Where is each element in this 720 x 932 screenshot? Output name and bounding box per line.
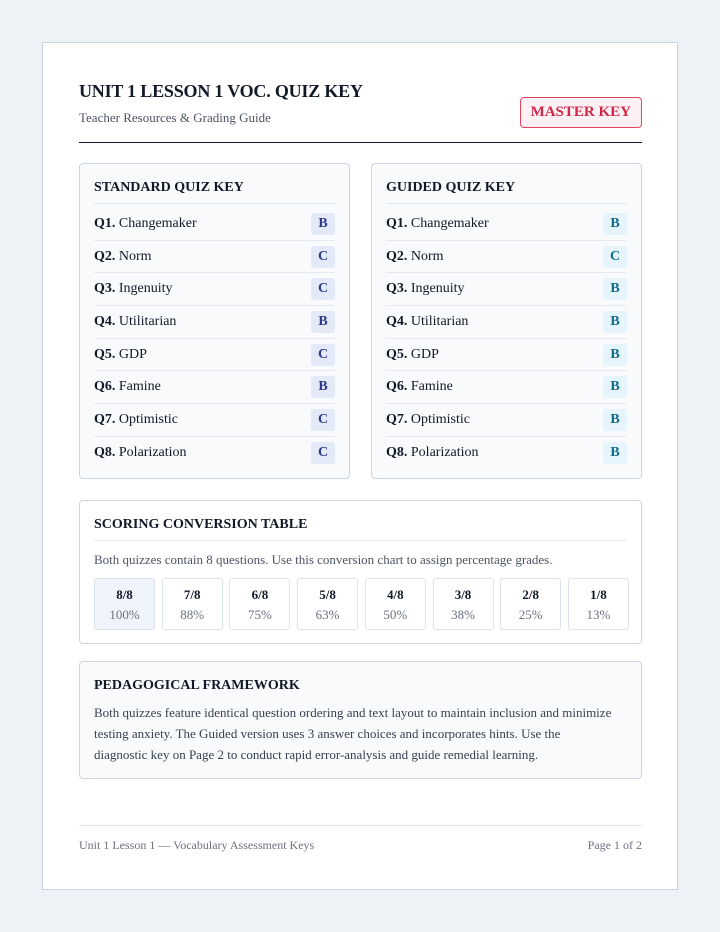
answer-badge: B [311,213,335,235]
question-number: Q5. [94,346,116,362]
answer-badge: C [311,409,335,431]
question-label [94,249,152,265]
question-label [386,281,465,297]
question-label [94,281,173,297]
grade-cell [433,578,494,630]
answer-badge: C [311,246,335,268]
grade-conversion-row [94,578,628,630]
answer-badge: B [311,376,335,398]
answer-badge: C [311,344,335,366]
question-label [386,412,470,428]
answer-badge: B [603,376,627,398]
scoring-table-card [79,500,642,644]
question-number: Q1. [94,216,116,231]
grade-percent: 13% [586,607,611,622]
standard-quiz-key-card [79,163,350,479]
grade-score: 1/8 [590,587,607,602]
guided-quiz-key-card [371,163,642,479]
question-number: Q6. [94,379,116,395]
vocabulary-word: Changemaker [410,216,489,231]
answer-badge: B [603,409,627,431]
grade-percent: 50% [383,607,408,622]
guided-card-title: GUIDED QUIZ KEY [386,180,627,204]
grade-cell [568,578,629,630]
answer-badge: C [603,246,627,268]
scoring-card-title: SCORING CONVERSION TABLE [94,517,627,541]
question-number: Q7. [386,412,408,428]
question-number: Q3. [94,281,116,297]
vocabulary-word: Norm [410,248,444,264]
guided-key-list [386,208,627,470]
key-row [94,241,335,274]
answer-badge: B [603,442,627,464]
question-label [386,249,444,265]
grade-cell [162,578,223,630]
answer-badge: B [311,311,335,333]
pedagogy-body: Both quizzes feature identical question ordering and text layout to maintain inclusion and minimize testing anxiety. The Guided version uses 3 answer choices and incorporates hints. Use the diagnostic key on Page 2 to conduct rapid error-analysis and guide remedial learning. [94,705,612,762]
question-number: Q2. [386,248,408,264]
key-row [94,437,335,470]
grade-percent: 38% [451,607,475,622]
question-number: Q4. [386,314,408,330]
vocabulary-word: Utilitarian [410,314,469,330]
key-row [386,339,627,372]
vocabulary-word: Changemaker [118,216,197,231]
grade-percent: 25% [518,607,543,622]
question-number: Q6. [386,379,408,395]
grade-cell [94,578,155,630]
answer-badge: B [603,344,627,366]
grade-cell [365,578,426,630]
question-number: Q5. [386,346,408,362]
standard-key-list [94,208,335,470]
key-row [94,273,335,306]
vocabulary-word: Polarization [410,444,479,460]
vocabulary-word: Optimistic [410,412,471,428]
key-row [386,371,627,404]
key-row [94,306,335,339]
grade-percent: 100% [109,607,140,622]
question-label [386,216,489,232]
key-row [386,437,627,470]
vocabulary-word: Ingenuity [118,281,173,297]
key-row [94,404,335,437]
question-label [386,347,439,363]
grade-percent: 63% [315,607,340,622]
vocabulary-word: Norm [118,248,152,264]
answer-badge: C [311,278,335,300]
key-row [94,208,335,241]
vocabulary-word: GDP [118,346,147,362]
question-number: Q8. [94,444,116,460]
grade-score: 8/8 [116,587,133,602]
question-label [386,314,468,330]
question-label [94,216,197,232]
master-key-badge: MASTER KEY [520,97,642,128]
key-row [94,371,335,404]
vocabulary-word: Famine [118,379,161,395]
question-number: Q3. [386,281,408,297]
vocabulary-word: Ingenuity [410,281,465,297]
answer-badge: B [603,278,627,300]
question-number: Q7. [94,412,116,428]
question-label [94,347,147,363]
question-label [94,314,176,330]
footer-title: Unit 1 Lesson 1 — Vocabulary Assessment Keys [79,838,315,852]
grade-cell [297,578,358,630]
grade-percent: 88% [180,607,205,622]
page-title: UNIT 1 LESSON 1 VOC. QUIZ KEY [79,81,363,101]
grade-score: 2/8 [522,587,539,602]
grade-percent: 75% [247,607,272,622]
pedagogy-card-title: PEDAGOGICAL FRAMEWORK [94,678,300,693]
page-footer [79,825,642,851]
grade-score: 6/8 [251,587,269,602]
vocabulary-word: GDP [410,346,439,362]
document-page [42,42,678,890]
question-number: Q8. [386,444,408,460]
question-label [386,379,453,395]
vocabulary-word: Utilitarian [118,314,177,330]
question-number: Q2. [94,248,116,264]
question-label [386,445,479,461]
pedagogy-card [79,661,642,779]
answer-badge: C [311,442,335,464]
question-number: Q1. [386,216,408,231]
key-row [386,208,627,241]
grade-score: 5/8 [319,587,336,602]
grade-cell [229,578,290,630]
question-label [94,379,161,395]
grade-score: 7/8 [183,587,201,602]
scoring-description: Both quizzes contain 8 questions. Use this conversion chart to assign percentage grades. [94,552,553,567]
answer-badge: B [603,311,627,333]
key-row [386,273,627,306]
grade-score: 4/8 [386,587,404,602]
key-row [386,404,627,437]
question-label [94,445,187,461]
vocabulary-word: Polarization [118,444,187,460]
key-row [94,339,335,372]
answer-badge: B [603,213,627,235]
key-row [386,306,627,339]
question-label [94,412,178,428]
vocabulary-word: Optimistic [118,412,179,428]
question-number: Q4. [94,314,116,330]
vocabulary-word: Famine [410,379,453,395]
grade-cell [500,578,561,630]
standard-card-title: STANDARD QUIZ KEY [94,180,335,204]
page-header [79,79,642,143]
key-row [386,241,627,274]
page-subtitle: Teacher Resources & Grading Guide [79,110,271,125]
grade-score: 3/8 [454,587,472,602]
page-number: Page 1 of 2 [587,838,642,852]
